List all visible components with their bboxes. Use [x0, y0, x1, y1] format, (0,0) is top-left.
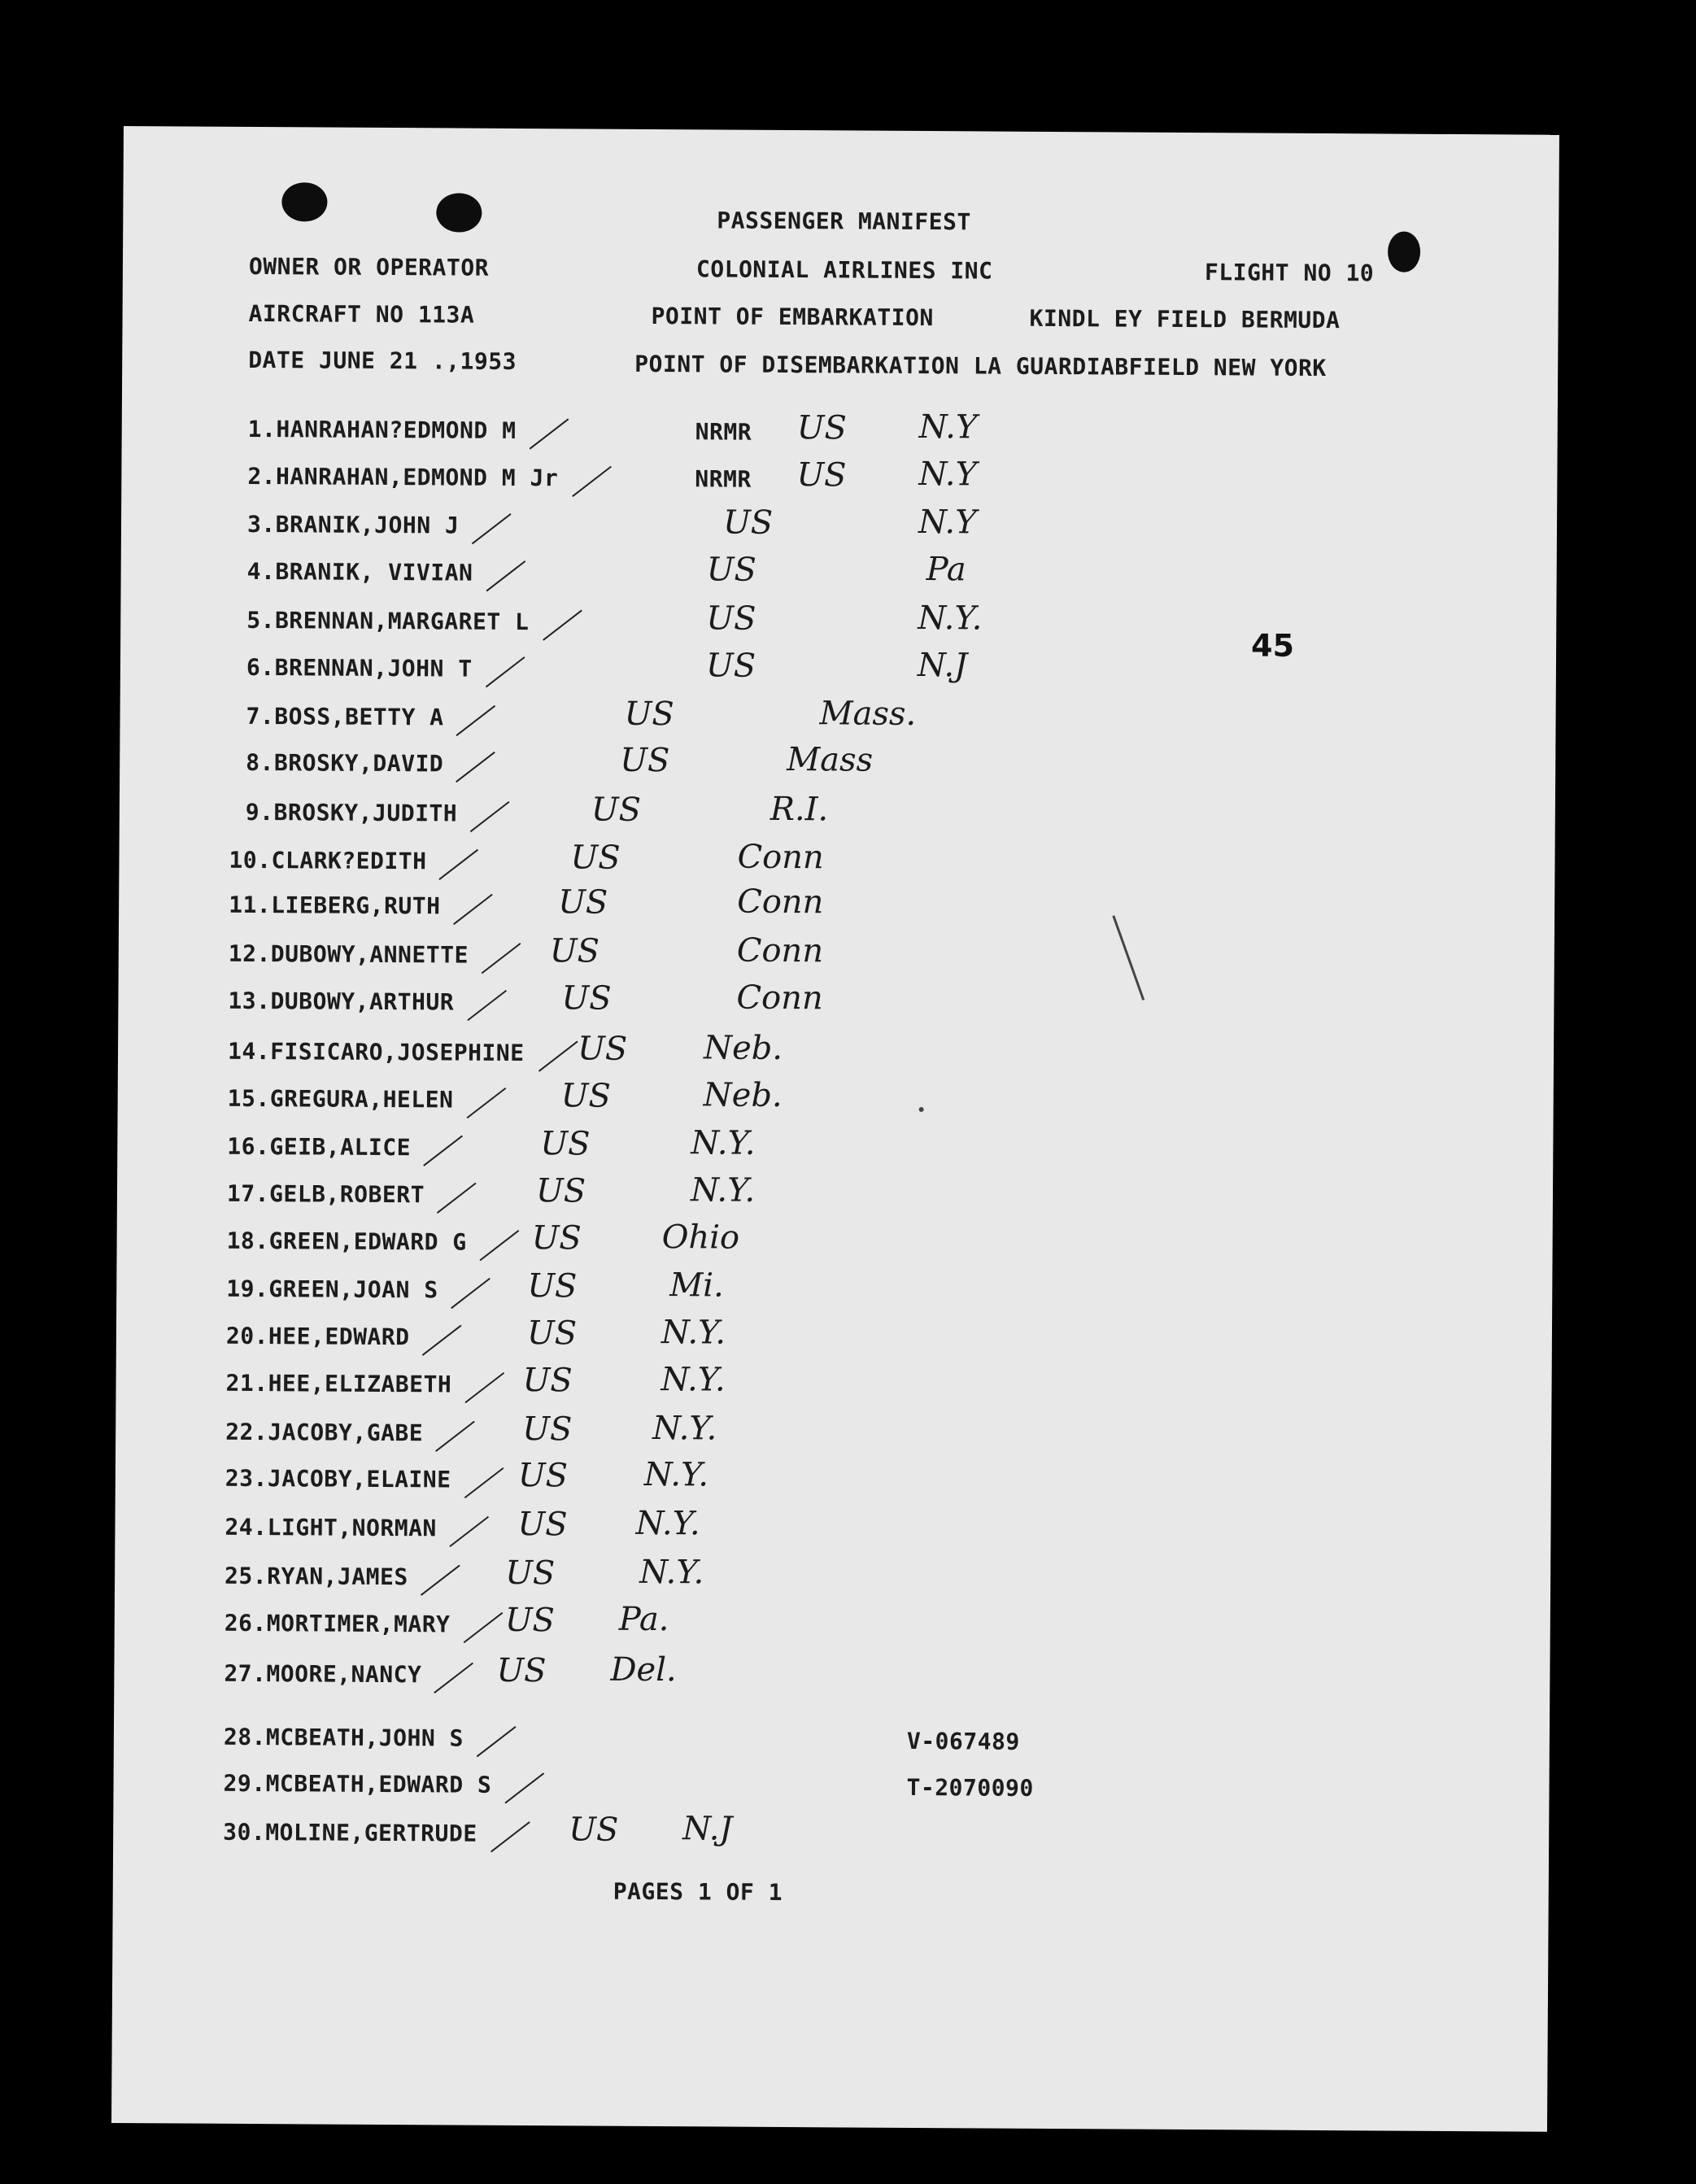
- passenger-nationality: US: [527, 1267, 578, 1306]
- aircraft-number: AIRCRAFT NO 113A: [248, 299, 475, 329]
- checkmark-tick: [439, 849, 479, 880]
- checkmark-tick: [472, 513, 512, 544]
- passenger-nationality: US: [620, 741, 670, 780]
- checkmark-tick: [463, 1612, 503, 1643]
- checkmark-tick: [470, 801, 510, 832]
- passenger-state: Conn: [736, 979, 823, 1018]
- passenger-state: Mass.: [819, 695, 917, 733]
- passenger-nationality: US: [535, 1172, 586, 1210]
- checkmark-tick: [435, 1421, 475, 1452]
- ink-dot: [919, 1107, 924, 1112]
- passenger-name: 18.GREEN,EDWARD G: [226, 1227, 467, 1256]
- passenger-name: 23.JACOBY,ELAINE: [225, 1464, 451, 1493]
- passenger-nationality: US: [577, 1030, 628, 1068]
- passenger-name: 6.BRENNAN,JOHN T: [246, 653, 473, 682]
- passenger-state: N.J: [917, 646, 968, 685]
- checkmark-tick: [423, 1136, 463, 1166]
- passenger-nationality: US: [722, 503, 774, 542]
- passenger-status: NRMR: [695, 418, 752, 446]
- checkmark-tick: [422, 1325, 462, 1356]
- passenger-nationality: US: [517, 1505, 568, 1544]
- checkmark-tick: [437, 1183, 477, 1214]
- passenger-nationality: US: [531, 1219, 582, 1258]
- checkmark-tick: [434, 1663, 474, 1694]
- passenger-nationality: US: [561, 979, 612, 1018]
- passenger-state: N.Y: [918, 408, 978, 447]
- passenger-nationality: US: [496, 1651, 547, 1690]
- checkmark-tick: [456, 752, 495, 782]
- passenger-name: 11.LIEBERG,RUTH: [229, 891, 441, 920]
- passenger-nationality: US: [570, 839, 621, 877]
- passenger-nationality: US: [560, 1077, 611, 1115]
- manifest-page: [111, 126, 1559, 2132]
- page-count-footer: PAGES 1 OF 1: [613, 1877, 783, 1906]
- passenger-state: N.Y.: [918, 599, 983, 638]
- passenger-name: 15.GREGURA,HELEN: [227, 1084, 454, 1114]
- checkmark-tick: [421, 1565, 460, 1596]
- checkmark-tick: [451, 1278, 490, 1309]
- passenger-nationality: US: [549, 932, 600, 970]
- checkmark-tick: [466, 1088, 506, 1118]
- passenger-name: 28.MCBEATH,JOHN S: [223, 1723, 464, 1752]
- passenger-name: 7.BOSS,BETTY A: [246, 702, 444, 731]
- checkmark-tick: [453, 894, 493, 925]
- passenger-nationality: US: [540, 1125, 591, 1163]
- punch-hole-right: [1388, 231, 1420, 272]
- passenger-nationality: US: [558, 883, 608, 922]
- passenger-nationality: US: [796, 409, 848, 447]
- checkmark-tick: [482, 943, 521, 974]
- passenger-name: 5.BRENNAN,MARGARET L: [246, 606, 530, 636]
- passenger-nationality: US: [522, 1410, 573, 1449]
- checkmark-tick: [467, 990, 507, 1021]
- owner-label: OWNER OR OPERATOR: [248, 252, 490, 281]
- passenger-state: N.Y.: [652, 1410, 717, 1448]
- passenger-name: 4.BRANIK, VIVIAN: [246, 557, 473, 586]
- passenger-name: 9.BROSKY,JUDITH: [245, 798, 458, 827]
- passenger-name: 22.JACOBY,GABE: [225, 1418, 424, 1447]
- passenger-name: 19.GREEN,JOAN S: [226, 1275, 438, 1304]
- passenger-name: 20.HEE,EDWARD: [225, 1322, 410, 1351]
- flight-number: FLIGHT NO 10: [1204, 259, 1375, 287]
- checkmark-tick: [572, 466, 612, 497]
- checkmark-tick: [530, 418, 569, 449]
- checkmark-tick: [449, 1516, 489, 1547]
- passenger-name: 26.MORTIMER,MARY: [224, 1609, 451, 1638]
- passenger-state: N.J: [682, 1810, 733, 1848]
- checkmark-tick: [490, 1821, 530, 1852]
- checkmark-tick: [486, 560, 525, 591]
- passenger-nationality: US: [522, 1362, 573, 1400]
- passenger-nationality: US: [591, 791, 642, 829]
- passenger-name: 13.DUBOWY,ARTHUR: [228, 987, 455, 1016]
- passenger-state: Conn: [737, 883, 824, 922]
- passenger-name: 21.HEE,ELIZABETH: [225, 1369, 452, 1398]
- checkmark-tick: [505, 1772, 545, 1803]
- passenger-nationality: US: [517, 1456, 569, 1495]
- passenger-name: 30.MOLINE,GERTRUDE: [223, 1818, 477, 1847]
- manifest-title: PASSENGER MANIFEST: [717, 207, 971, 236]
- passenger-state: Ohio: [661, 1218, 740, 1257]
- passenger-nationality: US: [706, 551, 756, 589]
- punch-hole-left: [281, 182, 327, 221]
- checkmark-tick: [543, 610, 582, 641]
- passenger-state: Del.: [610, 1650, 677, 1689]
- passenger-nationality: US: [526, 1314, 578, 1353]
- passenger-state: N.Y: [918, 455, 978, 494]
- passenger-state: Neb.: [703, 1029, 783, 1067]
- passenger-name: 14.FISICARO,JOSEPHINE: [227, 1037, 525, 1067]
- passenger-name: 17.GELB,ROBERT: [226, 1179, 425, 1209]
- passenger-state: Pa: [926, 551, 966, 589]
- passenger-nationality: US: [796, 456, 847, 495]
- passenger-name: 27.MOORE,NANCY: [224, 1659, 422, 1689]
- passenger-name: 10.CLARK?EDITH: [229, 846, 427, 875]
- page-number-stamp: 45: [1250, 627, 1295, 664]
- checkmark-tick: [464, 1372, 504, 1403]
- passenger-state: N.Y.: [635, 1504, 700, 1543]
- owner-value: COLONIAL AIRLINES INC: [695, 255, 993, 285]
- passenger-name: 8.BROSKY,DAVID: [246, 748, 444, 778]
- passenger-state: N.Y.: [661, 1314, 726, 1352]
- embarkation-label: POINT OF EMBARKATION: [651, 302, 934, 332]
- checkmark-tick: [485, 656, 525, 687]
- passenger-state: N.Y.: [661, 1361, 726, 1399]
- passenger-state: Neb.: [703, 1076, 783, 1114]
- passenger-name: 2.HANRAHAN,EDMOND M Jr: [247, 462, 559, 492]
- passenger-name: 29.MCBEATH,EDWARD S: [223, 1769, 492, 1798]
- passenger-state: Conn: [737, 838, 824, 877]
- checkmark-tick: [456, 705, 496, 736]
- passenger-state: Conn: [736, 931, 824, 970]
- passenger-name: 1.HANRAHAN?EDMOND M: [247, 415, 517, 444]
- passenger-document-number: V-067489: [906, 1727, 1020, 1755]
- checkmark-tick: [538, 1040, 578, 1071]
- passenger-state: Pa.: [618, 1600, 669, 1639]
- passenger-document-number: T-2070090: [906, 1773, 1034, 1802]
- embarkation-value: KINDL EY FIELD BERMUDA: [1029, 304, 1341, 334]
- passenger-state: N.Y: [918, 503, 977, 542]
- passenger-state: N.Y.: [691, 1124, 756, 1162]
- flight-date: DATE JUNE 21 .,1953: [248, 346, 517, 375]
- passenger-nationality: US: [705, 647, 756, 685]
- passenger-state: Mass: [787, 740, 874, 779]
- passenger-nationality: US: [706, 599, 756, 638]
- passenger-name: 16.GEIB,ALICE: [227, 1132, 412, 1162]
- passenger-name: 3.BRANIK,JOHN J: [246, 510, 460, 539]
- disembarkation: POINT OF DISEMBARKATION LA GUARDIABFIELD NEW YORK: [634, 350, 1327, 382]
- passenger-name: 24.LIGHT,NORMAN: [225, 1513, 437, 1542]
- passenger-nationality: US: [504, 1601, 556, 1640]
- passenger-state: N.Y.: [643, 1455, 709, 1494]
- checkmark-tick: [480, 1230, 520, 1261]
- passenger-nationality: US: [505, 1554, 556, 1593]
- checkmark-tick: [464, 1467, 504, 1498]
- checkmark-tick: [477, 1726, 517, 1757]
- passenger-name: 25.RYAN,JAMES: [225, 1562, 408, 1591]
- passenger-nationality: US: [624, 695, 674, 734]
- passenger-state: Mi.: [669, 1266, 724, 1305]
- passenger-status: NRMR: [695, 465, 752, 493]
- passenger-state: R.I.: [770, 790, 829, 829]
- passenger-state: N.Y.: [639, 1553, 704, 1592]
- pen-mark: [1112, 915, 1144, 1000]
- passenger-state: N.Y.: [690, 1171, 756, 1210]
- punch-hole-middle: [436, 193, 482, 232]
- passenger-name: 12.DUBOWY,ANNETTE: [228, 939, 469, 969]
- passenger-nationality: US: [569, 1811, 619, 1849]
